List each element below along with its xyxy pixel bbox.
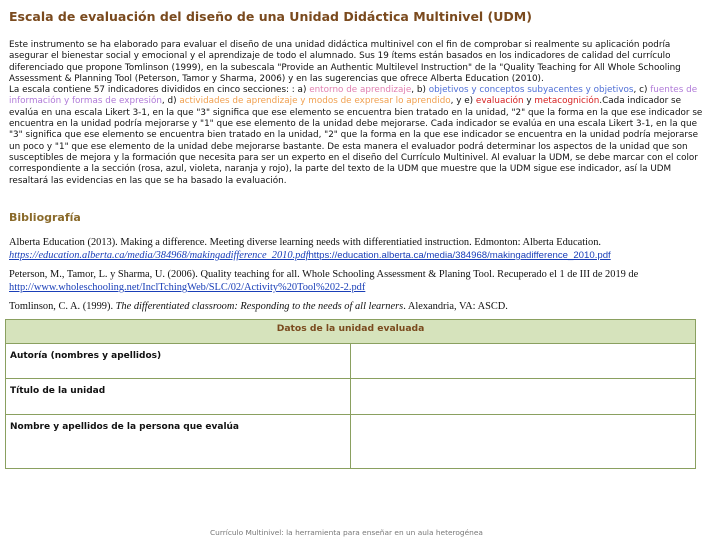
unit-data-table — [5, 319, 696, 469]
label-evaluator-name: Nombre y apellidos de la persona que evalúa — [6, 415, 351, 469]
table-header: Datos de la unidad evaluada — [6, 320, 696, 344]
reference-link[interactable]: https://education.alberta.ca/media/384968/makingadifference_2010.pdf — [308, 250, 611, 261]
intro-text — [9, 40, 709, 187]
section-a-label: entorno de aprendizaje — [309, 85, 412, 96]
reference-alberta — [9, 236, 714, 262]
section-b-label: objetivos y conceptos subyacentes y objetivos — [428, 85, 634, 96]
intro-paragraph-2 — [9, 85, 709, 187]
reference-tomlinson — [9, 300, 714, 313]
reference-book-title: The differentiated classroom: Responding to the needs of all learners — [115, 301, 404, 312]
separator: , c) — [633, 85, 651, 96]
reference-link[interactable]: http://www.wholeschooling.net/InclTchingWeb/SLC/02/Activity%20Tool%202-2.pdf — [9, 282, 366, 293]
reference-link-italic[interactable] — [9, 250, 308, 261]
reference-text: Peterson, M., Tamor, L. y Sharma, U. (2006). Quality teaching for all. Whole Schooling Assessment & Planing Tool. Recuperado el 1 de III de 2019 de — [9, 269, 639, 280]
document-title: Escala de evaluación del diseño de una Unidad Didáctica Multinivel (UDM) — [9, 9, 532, 24]
section-e-label-metacognicion: metacognición — [534, 96, 600, 107]
page-footer: Currículo Multinivel: la herramienta para enseñar en un aula heterogénea — [210, 528, 483, 537]
input-unit-title[interactable] — [351, 379, 696, 415]
separator: , y e) — [450, 96, 476, 107]
section-d-label: actividades de aprendizaje y modos de expresar lo aprendido — [179, 96, 451, 107]
reference-text: Alberta Education (2013). Making a difference. Meeting diverse learning needs with differentiatied instruction. Edmonton: Alberta Education. — [9, 237, 601, 248]
reference-peterson — [9, 268, 714, 294]
bibliography-heading: Bibliografía — [9, 211, 81, 224]
section-c-label: fuentes de información y formas de expresión — [9, 85, 698, 107]
section-e-label-evaluacion: evaluación — [475, 96, 524, 107]
bibliography-list — [9, 236, 714, 319]
table-row — [6, 344, 696, 379]
label-unit-title: Título de la unidad — [6, 379, 351, 415]
reference-text: Tomlinson, C. A. (1999). — [9, 301, 116, 312]
intro-rest: .Cada indicador se evalúa en una escala Likert 3-1, en la que "3" significa que ese elemento se encuentra bien tratado en la unidad, "2" que la forma en la que ese indicador se encuentra en la unidad podría mejorarse y "1" que ese elemento de la unidad debe mejorarse. Cada indicador se evalúa en una escala Likert 3-1, en la que "3" significa que ese elemento se encuentra bien tratado en la unidad, "2" que la forma en la que ese indicador se encuentra en la unidad podría mejorarse un poco y "1" que ese elemento de la unidad debe mejorarse bastante. De esta manera el evaluador podrá determinar los aspectos de la unidad que son susceptibles de mejora y la formación que necesita para ser un experto en el diseño del Currículo Multinivel. Al evaluar la UDM, se debe marcar con el color correspondiente a la sección (rosa, azul, violeta, naranja y rojo), la parte del texto de la UDM que muestre que la UDM sigue ese indicador, así la UDM resaltará las evidencias en las que se ha basado la evaluación. — [9, 96, 703, 186]
table-row — [6, 379, 696, 415]
reference-text: . Alexandria, VA: ASCD. — [403, 301, 508, 312]
input-authorship[interactable] — [351, 344, 696, 379]
separator: , b) — [411, 85, 429, 96]
label-authorship: Autoría (nombres y apellidos) — [6, 344, 351, 379]
intro-lead: La escala contiene 57 indicadores divididos en cinco secciones: : a) — [9, 85, 310, 96]
reference-link-text[interactable]: https://education.alberta.ca/media/384968/makingadifference_2010.pdf — [9, 250, 309, 261]
separator: , d) — [161, 96, 180, 107]
input-evaluator-name[interactable] — [351, 415, 696, 469]
table-row — [6, 415, 696, 469]
separator: y — [523, 96, 535, 107]
intro-paragraph-1: Este instrumento se ha elaborado para evaluar el diseño de una unidad didáctica multinivel con el fin de comprobar si realmente su aplicación podría asegurar el bienestar social y emocional y el aprendizaje de todo el alumnado. Sus 19 ítems están basados en los indicadores de calidad del currículo diferenciado que propone Tomlinson (1999), en la subescala "Provide an Authentic Multilevel Instruction" de la "Quality Teaching for All Whole Schooling Assessment & Planning Tool (Peterson, Tamor y Sharma, 2006) y en las sugerencias que ofrece Alberta Education (2010). — [9, 40, 681, 84]
